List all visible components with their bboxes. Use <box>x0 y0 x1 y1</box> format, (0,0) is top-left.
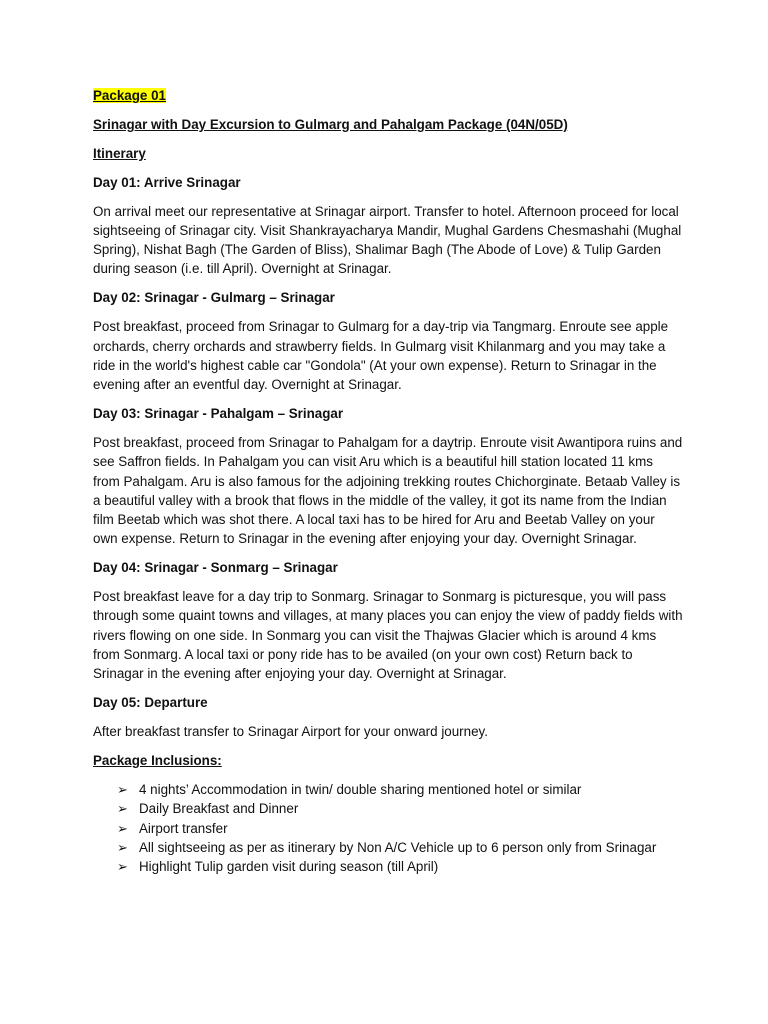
day-heading: Day 03: Srinagar - Pahalgam – Srinagar <box>93 406 344 422</box>
day-section <box>93 558 683 683</box>
day-section <box>93 173 683 279</box>
day-description: Post breakfast leave for a day trip to Sonmarg. Srinagar to Sonmarg is picturesque, you will pass through some quaint towns and villages, at many places you can enjoy the view of paddy fields with rivers flowing on one side. In Sonmarg you can visit the Thajwas Glacier which is around 4 kms from Sonmarg. A local taxi or pony ride has to be availed (on your own cost) Return back to Srinagar in the evening after enjoying your day. Overnight at Srinagar. <box>93 589 683 682</box>
day-section <box>93 288 683 394</box>
list-item <box>117 857 683 876</box>
package-title: Srinagar with Day Excursion to Gulmarg and Pahalgam Package (04N/05D) <box>93 116 568 132</box>
inclusion-text: Highlight Tulip garden visit during season (till April) <box>139 859 439 875</box>
itinerary-label: Itinerary <box>93 145 146 161</box>
package-label: Package 01 <box>93 88 166 103</box>
day-heading: Day 05: Departure <box>93 695 208 711</box>
day-heading: Day 02: Srinagar - Gulmarg – Srinagar <box>93 290 335 306</box>
package-label-line <box>93 86 683 105</box>
inclusions-list <box>93 780 683 876</box>
inclusion-text: 4 nights’ Accommodation in twin/ double sharing mentioned hotel or similar <box>139 781 582 797</box>
inclusions-label: Package Inclusions: <box>93 753 222 769</box>
day-section <box>93 404 683 549</box>
arrow-bullet-icon: ➢ <box>117 801 128 817</box>
list-item <box>117 799 683 818</box>
list-item <box>117 780 683 799</box>
day-description: After breakfast transfer to Srinagar Airport for your onward journey. <box>93 724 488 740</box>
list-item <box>117 838 683 857</box>
inclusion-text: Airport transfer <box>139 820 228 836</box>
arrow-bullet-icon: ➢ <box>117 839 128 855</box>
day-description: Post breakfast, proceed from Srinagar to Pahalgam for a daytrip. Enroute visit Awantipora ruins and see Saffron fields. In Pahalgam you can visit Aru which is a beautiful hill station located 11 kms from Pahalgam. Aru is also famous for the adjoining trekking routes Chichorginate. Betaab Valley is a beautiful valley with a brook that flows in the middle of the valley, it got its name from the Indian film Beetab which was shot there. A local taxi has to be hired for Aru and Beetab Valley on your own expense. Return to Srinagar in the evening after enjoying your day. Overnight Srinagar. <box>93 434 683 547</box>
day-description: Post breakfast, proceed from Srinagar to Gulmarg for a day-trip via Tangmarg. Enroute see apple orchards, cherry orchards and strawberry fields. In Gulmarg visit Khilanmarg and you may take a ride in the world's highest cable car "Gondola" (At your own expense). Return to Srinagar in the evening after an eventful day. Overnight at Srinagar. <box>93 319 669 393</box>
day-section <box>93 693 683 741</box>
arrow-bullet-icon: ➢ <box>117 859 128 875</box>
day-description: On arrival meet our representative at Srinagar airport. Transfer to hotel. Afternoon proceed for local sightseeing of Srinagar city. Visit Shankrayacharya Mandir, Mughal Gardens Chesmashahi (Mughal Spring), Nishat Bagh (The Garden of Bliss), Shalimar Bagh (The Abode of Love) & Tulip Garden during season (i.e. till April). Overnight at Srinagar. <box>93 203 682 277</box>
day-heading: Day 01: Arrive Srinagar <box>93 174 241 190</box>
document-page <box>93 86 683 876</box>
day-heading: Day 04: Srinagar - Sonmarg – Srinagar <box>93 560 338 576</box>
arrow-bullet-icon: ➢ <box>117 820 128 836</box>
inclusion-text: Daily Breakfast and Dinner <box>139 801 299 817</box>
list-item <box>117 819 683 838</box>
inclusion-text: All sightseeing as per as itinerary by Non A/C Vehicle up to 6 person only from Srinagar <box>139 839 657 855</box>
arrow-bullet-icon: ➢ <box>117 781 128 797</box>
